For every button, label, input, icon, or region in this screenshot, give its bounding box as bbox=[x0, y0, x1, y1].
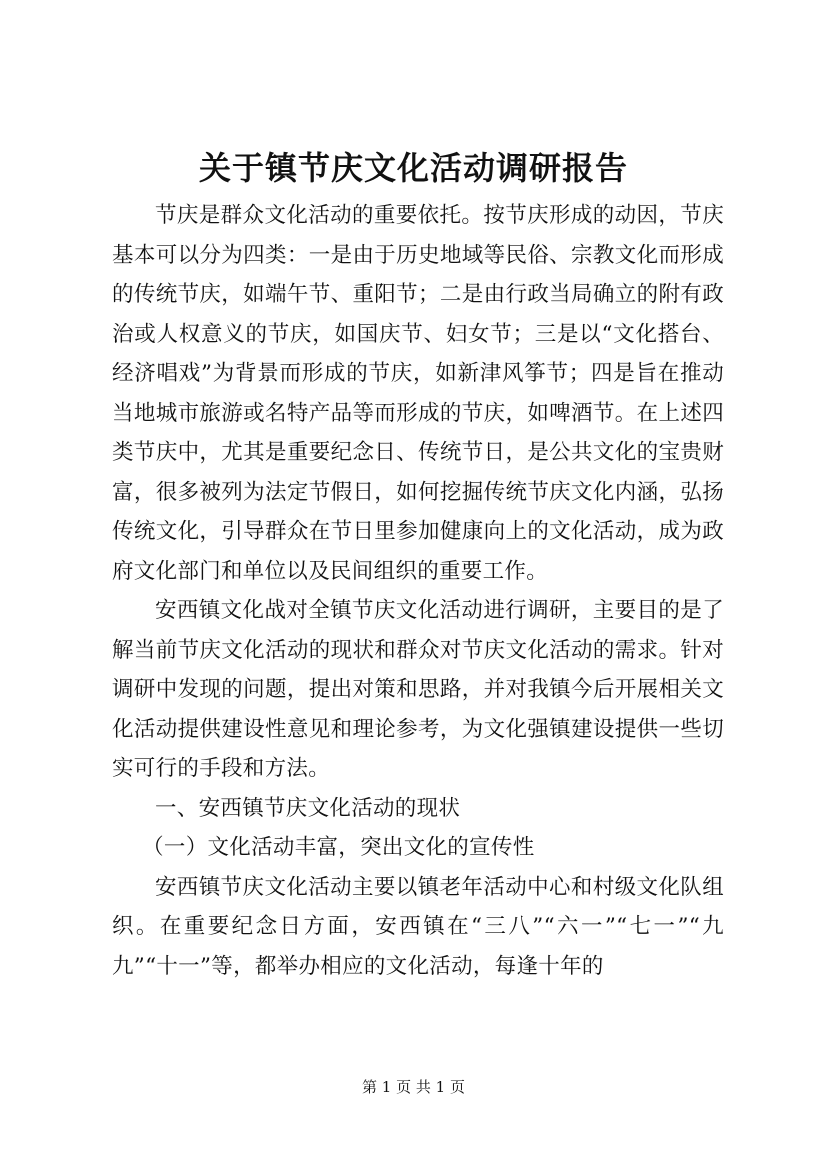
subsection-heading: （一）文化活动丰富，突出文化的宣传性 bbox=[142, 835, 535, 860]
paragraph-activities: 安西镇节庆文化活动主要以镇老年活动中心和村级文化队组织。在重要纪念日方面，安西镇在“三八”“六一”“七一”“九九”“十一”等，都举办相应的文化活动，每逢十年的 bbox=[112, 874, 724, 979]
section-heading: 一、安西镇节庆文化活动的现状 bbox=[155, 795, 461, 821]
page-number-footer: 第 1 页 共 1 页 bbox=[362, 1078, 465, 1096]
document-body bbox=[112, 196, 724, 986]
paragraph-intro: 节庆是群众文化活动的重要依托。按节庆形成的动因，节庆基本可以分为四类：一是由于历史地域等民俗、宗教文化而形成的传统节庆，如端午节、重阳节；二是由行政当局确立的附有政治或人权意义的节庆，如国庆节、妇女节；三是以“文化搭台、经济唱戏”为背景而形成的节庆，如新津风筝节；四是旨在推动当地城市旅游或名特产品等而形成的节庆，如啤酒节。在上述四类节庆中，尤其是重要纪念日、传统节日，是公共文化的宝贵财富，很多被列为法定节假日，如何挖掘传统节庆文化内涵，弘扬传统文化，引导群众在节日里参加健康向上的文化活动，成为政府文化部门和单位以及民间组织的重要工作。 bbox=[112, 203, 724, 584]
paragraph-purpose: 安西镇文化战对全镇节庆文化活动进行调研，主要目的是了解当前节庆文化活动的现状和群众对节庆文化活动的需求。针对调研中发现的问题，提出对策和思路，并对我镇今后开展相关文化活动提供建设性意见和理论参考，为文化强镇建设提供一些切实可行的手段和方法。 bbox=[112, 598, 724, 781]
document-title: 关于镇节庆文化活动调研报告 bbox=[198, 149, 628, 187]
